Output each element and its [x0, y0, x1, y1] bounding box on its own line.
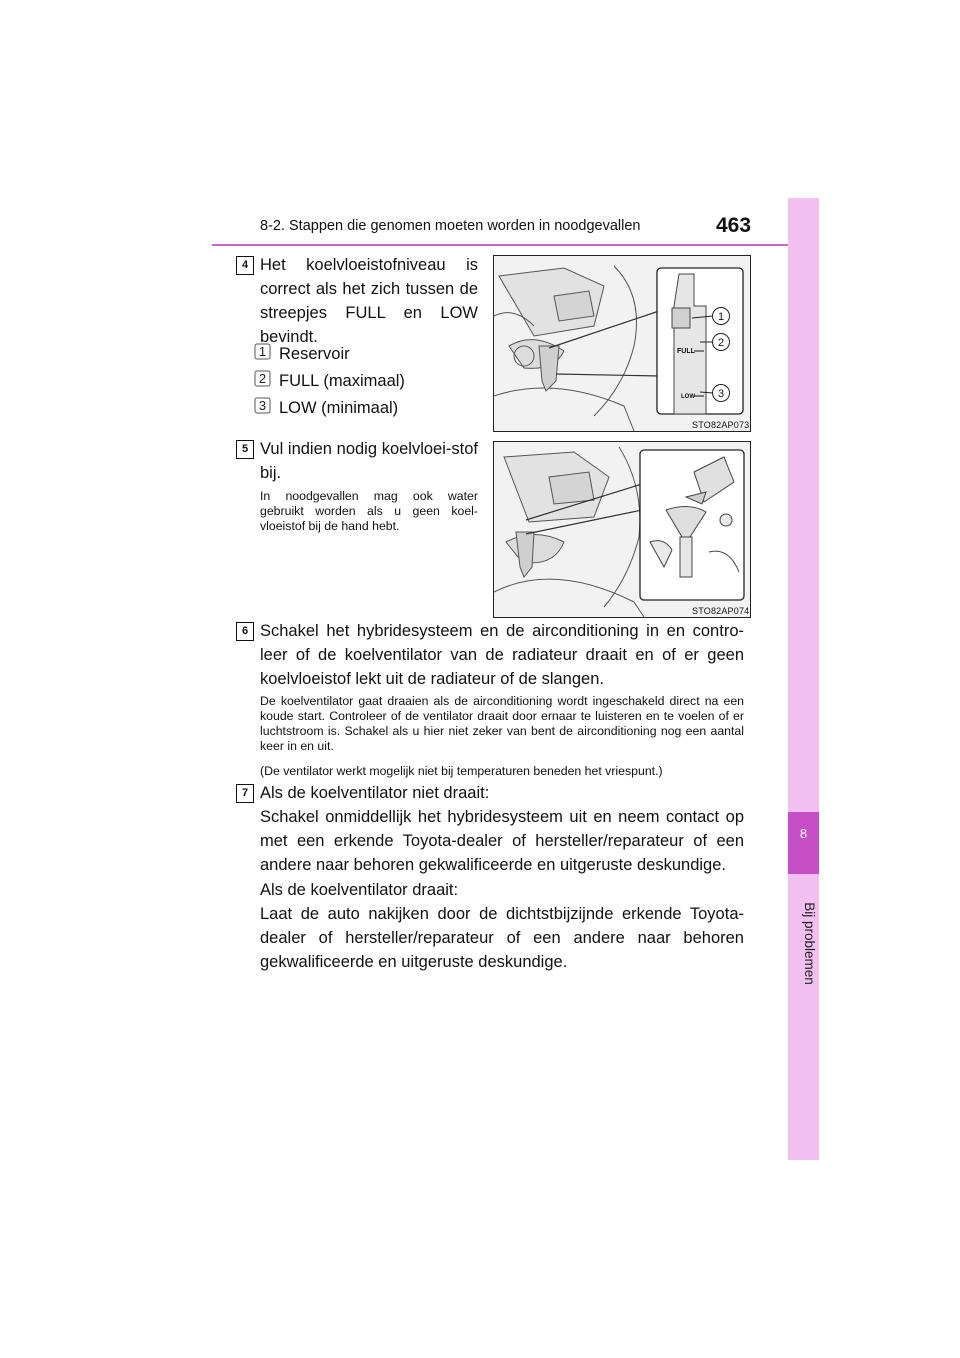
figure-callout-3: 3	[717, 388, 725, 400]
step-6-text: Schakel het hybridesysteem en de airconditioning in en contro-leer of de koelventilator van de radiateur draait en of er geen koelvloeistof lekt uit de radiateur of de slangen.	[260, 622, 744, 688]
figure-coolant-reservoir	[493, 255, 751, 432]
step-number-7: 7	[236, 784, 254, 803]
figure-code-1: STO82AP073	[692, 420, 750, 430]
step-4-text: Het koelvloeistofniveau is correct als het zich tussen de streepjes FULL en LOW bevindt.	[260, 256, 478, 346]
item-label-reservoir: Reservoir	[279, 345, 350, 363]
step-number-6: 6	[236, 622, 254, 641]
step-7-case2-text: Laat de auto nakijken door de dichtstbijzijnde erkende Toyota-dealer of hersteller/reparateur of een andere naar behoren gekwalificeerde en uitgeruste deskundige.	[260, 905, 744, 971]
step-5-text: Vul indien nodig koelvloei-stof bij.	[260, 440, 478, 482]
step-7-case1-text: Schakel onmiddellijk het hybridesysteem uit en neem contact op met een erkende Toyota-dealer of hersteller/reparateur of een andere naar behoren gekwalificeerde en uitgeruste deskundige.	[260, 808, 744, 874]
figure-mark-full: FULL	[677, 348, 695, 355]
header-rule	[212, 244, 788, 246]
chapter-side-tab	[788, 198, 819, 1160]
figure-refill-coolant	[493, 441, 751, 618]
figure-mark-low: LOW	[681, 394, 695, 400]
section-title: 8-2. Stappen die genomen moeten worden in noodgevallen	[260, 218, 641, 234]
step-7-case2-title: Als de koelventilator draait:	[260, 881, 459, 899]
chapter-number-block	[788, 812, 819, 874]
engine-bay-illustration-2	[494, 442, 750, 617]
chapter-title: Bij problemen	[801, 902, 817, 985]
step-5-note: In noodgevallen mag ook water gebruikt worden als u geen koel-vloeistof bij de hand hebt.	[260, 489, 478, 533]
chapter-number: 8	[799, 826, 808, 841]
step-6-note: De koelventilator gaat draaien als de airconditioning wordt ingeschakeld direct na een koude start. Controleer of de ventilator draait door ernaar te luisteren en te voelen of er luchtstroom is. Schakel als u hier niet zeker van bent de airconditioning nog een aantal keer in en uit.	[260, 694, 744, 753]
figure-callout-2: 2	[717, 337, 725, 349]
step-6-note-temperature: (De ventilator werkt mogelijk niet bij temperaturen beneden het vriespunt.)	[260, 764, 663, 778]
step-7-case1-title: Als de koelventilator niet draait:	[260, 784, 490, 802]
step-number-5: 5	[236, 440, 254, 459]
page-number: 463	[716, 214, 752, 237]
figure-callout-1: 1	[717, 311, 725, 323]
figure-code-2: STO82AP074	[692, 606, 750, 616]
item-label-low: LOW (minimaal)	[279, 399, 399, 417]
item-label-full: FULL (maximaal)	[279, 372, 405, 390]
item-number-3: 3	[254, 397, 271, 414]
item-number-2: 2	[254, 370, 271, 387]
engine-bay-illustration-1	[494, 256, 750, 431]
step-number-4: 4	[236, 256, 254, 275]
item-number-1: 1	[254, 343, 271, 360]
